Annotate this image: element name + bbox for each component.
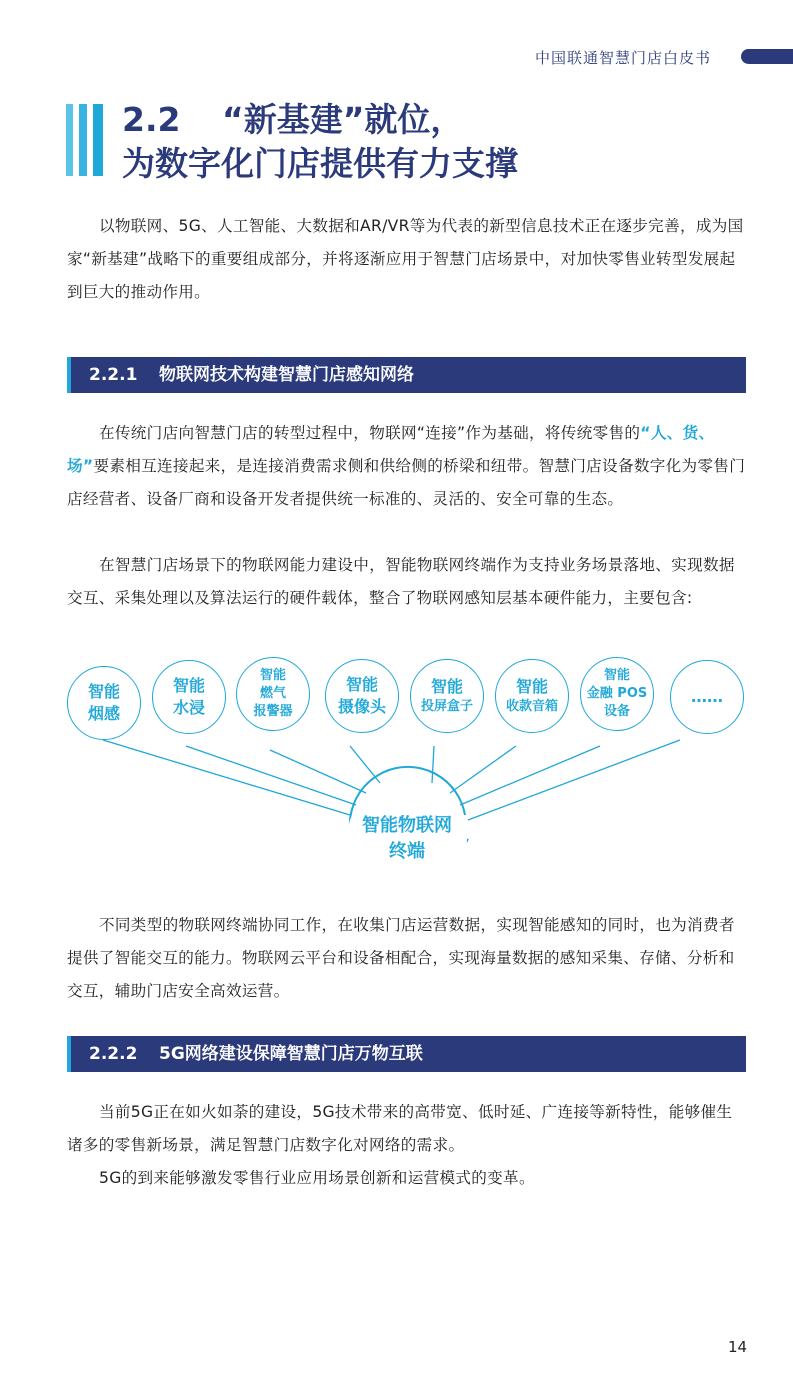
node-water-sensor — [152, 660, 226, 734]
node-casting-box — [410, 659, 484, 733]
node-line2: 摄像头 — [337, 697, 386, 716]
node-payment-speaker — [495, 659, 569, 733]
node-line1: 智能 — [87, 682, 120, 701]
hub-line1: 智能物联网 — [362, 815, 452, 836]
node-line2: 投屏盒子 — [420, 699, 473, 714]
paragraph-iot-transformation — [67, 417, 747, 516]
connector-line — [270, 750, 366, 793]
paragraph-iot-terminals: 在智慧门店场景下的物联网能力建设中，智能物联网终端作为支持业务场景落地、实现数据交互、采集处理以及算法运行的硬件载体，整合了物联网感知层基本硬件能力，主要包含: — [67, 556, 735, 607]
node-line3: 设备 — [603, 704, 630, 719]
subsection-title: 5G网络建设保障智慧门店万物互联 — [159, 1044, 423, 1064]
intro-paragraph: 以物联网、5G、人工智能、大数据和AR/VR等为代表的新型信息技术正在逐步完善，成为国家“新基建”战略下的重要组成部分，并将逐渐应用于智慧门店场景中，对加快零售业转型发展起到巨大的推动作用。 — [67, 217, 744, 301]
highlight-people-goods-place: “人、货、场” — [67, 424, 715, 475]
paragraph-text: 在传统门店向智慧门店的转型过程中，物联网“连接”作为基础，将传统零售的 — [99, 424, 641, 442]
subsection-number: 2.2.1 — [89, 365, 138, 385]
paragraph-text: 要素相互连接起来，是连接消费需求侧和供给侧的桥梁和纽带。智慧门店设备数字化为零售门店经营者、设备厂商和设备开发者提供统一标准的、灵活的、安全可靠的生态。 — [67, 457, 746, 508]
node-line1: 智能 — [603, 668, 630, 683]
paragraph-terminal-collaboration: 不同类型的物联网终端协同工作，在收集门店运营数据，实现智能感知的同时，也为消费者提供了智能交互的能力。物联网云平台和设备相配合，实现海量数据的感知采集、存储、分析和交互，辅助门店安全高效运营。 — [67, 916, 735, 1000]
node-gas-alarm — [236, 657, 310, 731]
hub-iot-terminal — [347, 779, 467, 899]
node-line2: 水浸 — [172, 698, 205, 717]
node-line2: 金融 POS — [586, 686, 648, 701]
node-line2: 燃气 — [259, 686, 286, 701]
subsection-heading-2-2-2 — [67, 1036, 746, 1072]
subsection-number: 2.2.2 — [89, 1044, 138, 1064]
subsection-stripe — [67, 357, 71, 393]
node-line1: 智能 — [172, 676, 205, 695]
connector-line — [186, 746, 356, 805]
header-decoration-bar — [741, 49, 793, 64]
hub-line2: 终端 — [389, 841, 425, 862]
node-line1: 智能 — [515, 677, 548, 696]
node-line1: 智能 — [259, 668, 286, 683]
node-line3: 报警器 — [253, 704, 293, 719]
connector-line — [103, 740, 350, 815]
paragraph-5g-innovation: 5G的到来能够激发零售行业应用场景创新和运营模式的变革。 — [99, 1169, 535, 1187]
node-line2: 收款音箱 — [505, 699, 558, 714]
connector-line — [468, 740, 680, 820]
node-line1: …… — [691, 687, 723, 706]
subsection-heading-2-2-1 — [67, 357, 746, 393]
subsection-title: 物联网技术构建智慧门店感知网络 — [159, 365, 414, 385]
node-camera — [325, 659, 399, 733]
document-header-title: 中国联通智慧门店白皮书 — [535, 49, 712, 67]
node-pos-device — [580, 657, 654, 731]
section-number: 2.2 — [122, 100, 181, 139]
iot-terminal-diagram — [60, 655, 755, 905]
node-line1: 智能 — [345, 675, 378, 694]
node-line1: 智能 — [430, 677, 463, 696]
section-title-line2: 为数字化门店提供有力支撑 — [122, 144, 518, 183]
section-title-line1: “新基建”就位， — [222, 100, 464, 139]
connector-line — [432, 746, 434, 783]
node-smoke-sensor — [67, 666, 141, 740]
node-line2: 烟感 — [87, 704, 120, 723]
node-more — [670, 660, 744, 734]
section-heading — [122, 98, 742, 186]
paragraph-5g-construction: 当前5G正在如火如荼的建设，5G技术带来的高带宽、低时延、广连接等新特性，能够催生诸多的零售新场景，满足智慧门店数字化对网络的需求。 — [67, 1103, 733, 1154]
page-number: 14 — [728, 1338, 748, 1356]
subsection-stripe — [67, 1036, 71, 1072]
